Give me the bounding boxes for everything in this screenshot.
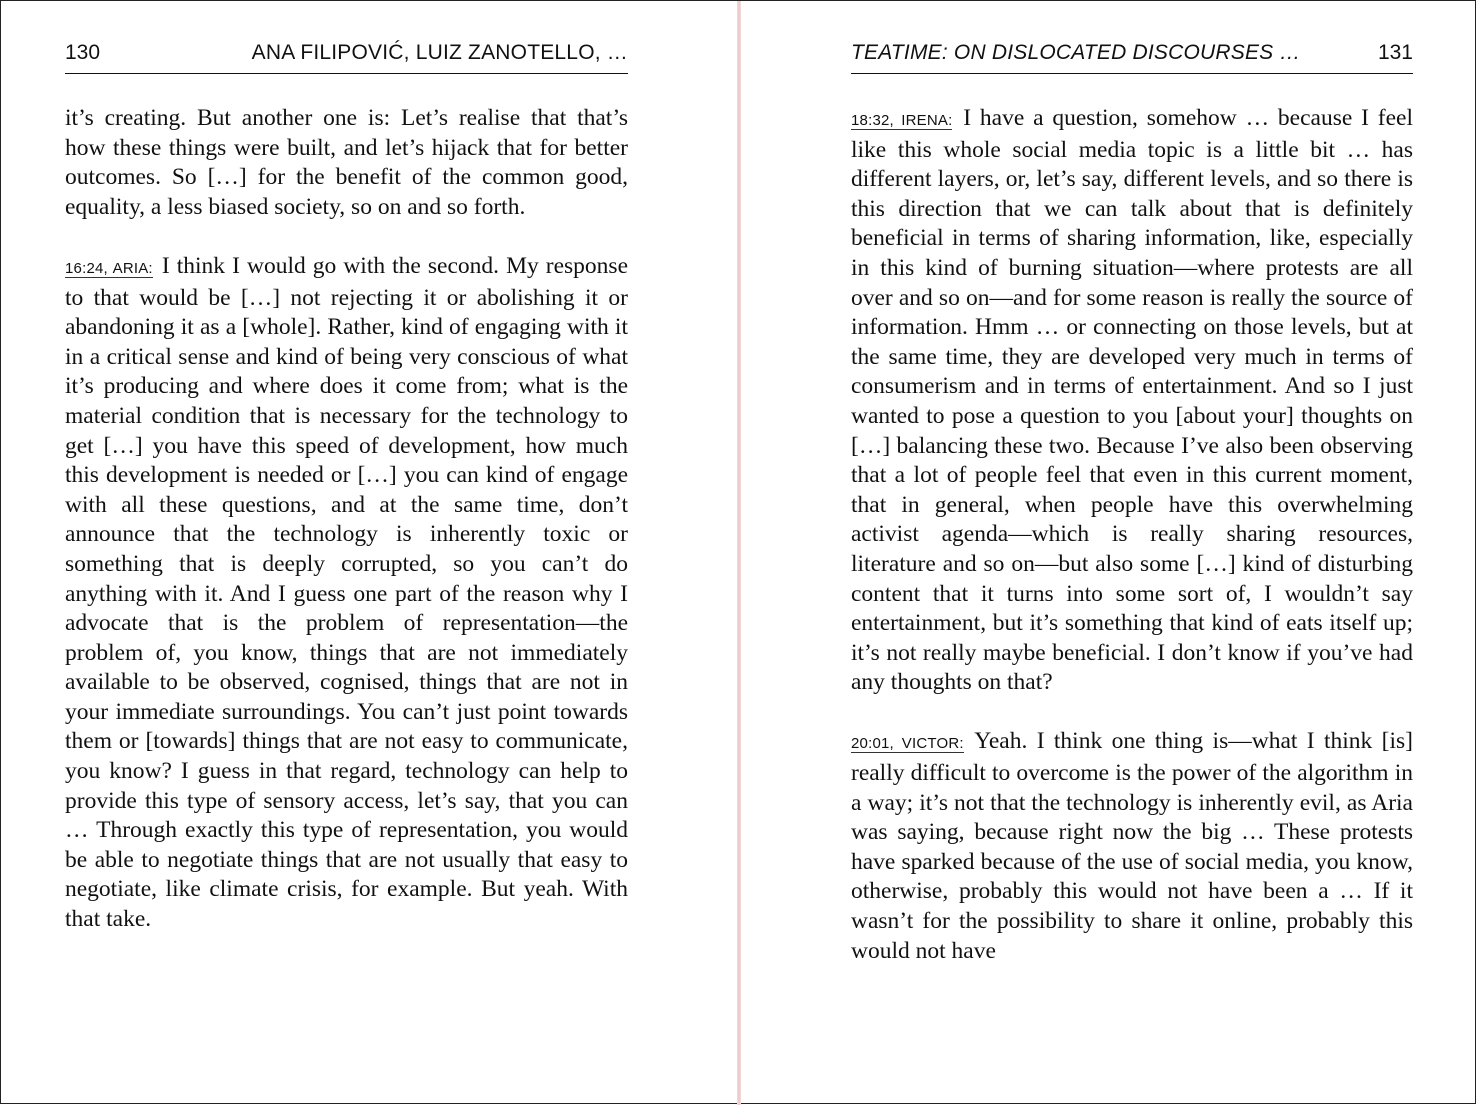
- page-number: 130: [65, 41, 101, 64]
- speaker-turn: [851, 727, 1413, 966]
- body-text: [65, 104, 628, 964]
- speaker-label: 16:24, ARIA:: [65, 259, 153, 277]
- speaker-text: I have a question, somehow … because I feel like this whole social media topic is a little bit … has different layers, or, let’s say, different levels, and so there is this direction that we can talk about that is definitely beneficial in terms of sharing information, like, especially in this kind of burning situation—where protests are all over and so on—and for some reason is really the source of information. Hmm … or connecting on those levels, but at the same time, they are developed very much in terms of consumerism and in terms of entertainment. And so I just wanted to pose a question to you [about your] thoughts on […] balancing these two. Because I’ve also been observing that a lot of people feel that even in this current moment, that in general, when people have this overwhelming activist agenda—which is really sharing resources, literature and so on—but also some […] kind of disturbing content that it turns into some sort of, I wouldn’t say entertainment, but it’s something that kind of eats itself up; it’s not really maybe beneficial. I don’t know if you’ve had any thoughts on that?: [851, 105, 1413, 696]
- paragraph: it’s creating. But another one is: Let’s realise that that’s how these things were built, and let’s hijack that for better outcomes. So […] for the benefit of the common good, equality, a less biased society, so on and so forth.: [65, 105, 628, 220]
- left-page: [65, 1, 628, 1105]
- speaker-turn: [65, 252, 628, 935]
- right-page: [851, 1, 1413, 1105]
- speaker-label: 20:01, VICTOR:: [851, 735, 964, 753]
- running-head-right: [851, 39, 1413, 74]
- running-title: ANA FILIPOVIĆ, LUIZ ZANOTELLO, …: [251, 41, 628, 64]
- book-spread: [1, 1, 1476, 1105]
- book-gutter: [737, 1, 741, 1105]
- speaker-text: I think I would go with the second. My response to that would be […] not rejecting it or abolishing it or abandoning it as a [whole]. Rather, kind of engaging with it in a critical sense and kind of being very conscious of what it’s producing and where does it come from; what is the material condition that is necessary for the technology to get […] you have this speed of development, how much this development is needed or […] you can kind of engage with all these questions, and at the same time, don’t announce that the technology is inherently toxic or something that is deeply corrupted, so you can’t do anything with it. And I guess one part of the reason why I advocate that is the problem of representation—the problem of, you know, things that are not immediately available to be observed, cognised, things that are not in your immediate surroundings. You can’t just point towards them or [towards] things that are not easy to communicate, you know? I guess in that regard, technology can help to provide this type of sensory access, let’s say, that you can … Through exactly this type of representation, you would be able to negotiate things that are not usually that easy to negotiate, like climate crisis, for example. But yeah. With that take.: [65, 252, 629, 933]
- body-text: [851, 104, 1413, 996]
- speaker-text: Yeah. I think one thing is—what I think [is] really difficult to overcome is the power of the algorithm in a way; it’s not that the technology is inherently evil, as Aria was saying, because right now the big … These protests have sparked because of the use of social media, you know, otherwise, probably this would not have been a … If it wasn’t for the possibility to share it online, probably this would not have: [851, 728, 1413, 964]
- speaker-label: 18:32, IRENA:: [851, 112, 953, 129]
- page-number: 131: [1377, 41, 1413, 64]
- running-head-left: [65, 39, 628, 74]
- running-title: TEATIME: ON DISLOCATED DISCOURSES …: [851, 41, 1301, 64]
- speaker-turn: [851, 104, 1413, 698]
